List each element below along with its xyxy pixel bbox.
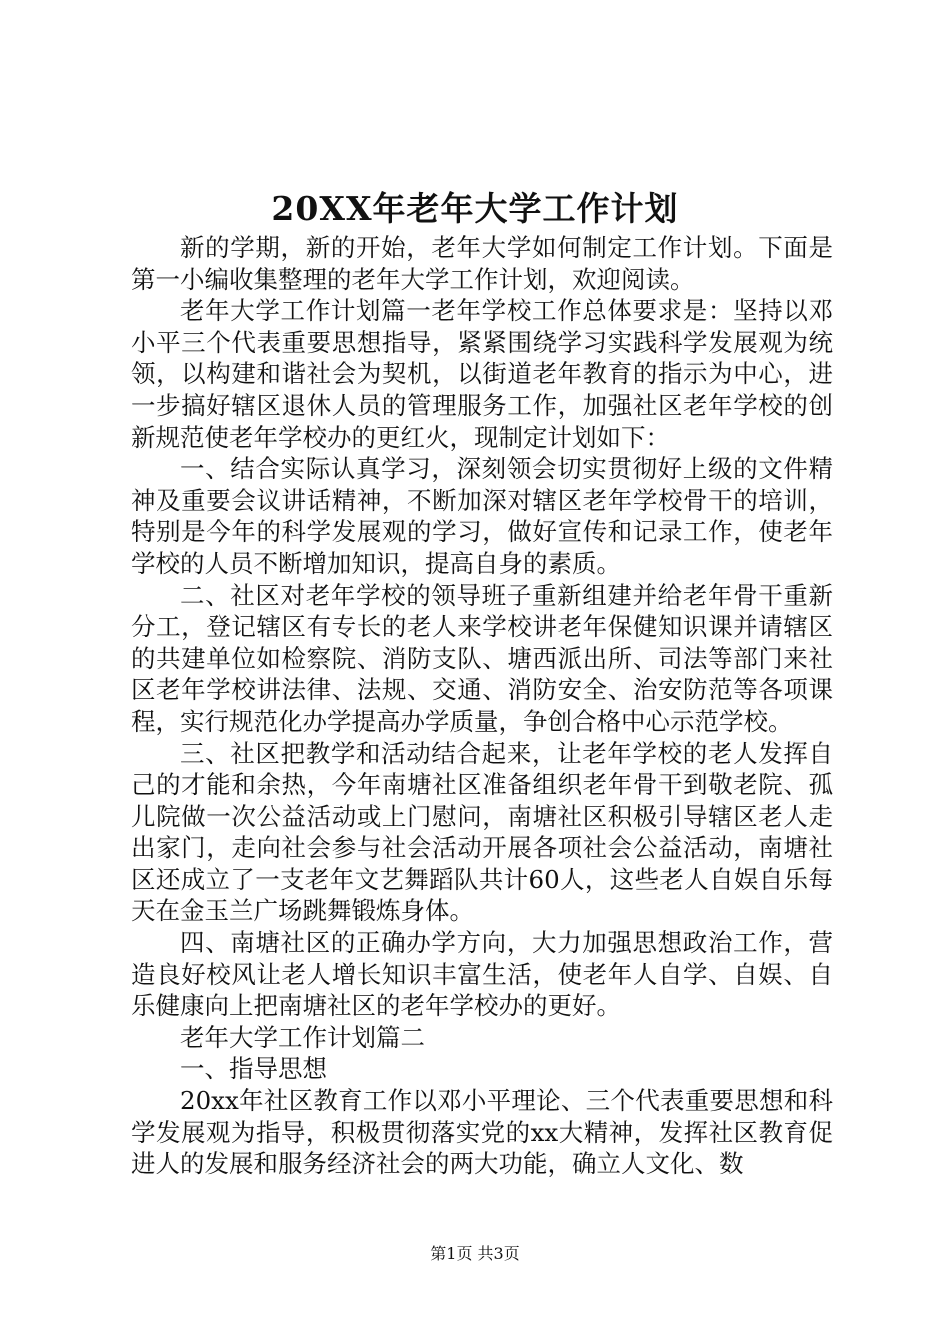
paragraph-intro: 新的学期，新的开始，老年大学如何制定工作计划。下面是第一小编收集整理的老年大学工作计划，欢迎阅读。 [131,233,833,294]
page-footer: 第1页 共3页 [430,1244,520,1263]
paragraph-item-three: 三、社区把教学和活动结合起来，让老年学校的老人发挥自己的才能和余热，今年南塘社区准备组织老年骨干到敬老院、孤儿院做一次公益活动或上门慰问，南塘社区积极引导辖区老人走出家门，走向社会参与社会活动开展各项社会公益活动，南塘社区还成立了一支老年文艺舞蹈队共计60人，这些老人自娱自乐每天在金玉兰广场跳舞锻炼身体。 [131,738,833,926]
paragraph-plan-one-overview: 老年大学工作计划篇一老年学校工作总体要求是：坚持以邓小平三个代表重要思想指导，紧紧围绕学习实践科学发展观为统领，以构建和谐社会为契机，以街道老年教育的指示为中心，进一步搞好辖区退休人员的管理服务工作，加强社区老年学校的创新规范使老年学校办的更红火，现制定计划如下： [131,296,833,452]
paragraph-item-two: 二、社区对老年学校的领导班子重新组建并给老年骨干重新分工，登记辖区有专长的老人来学校讲老年保健知识课并请辖区的共建单位如检察院、消防支队、塘西派出所、司法等部门来社区老年学校讲法律、法规、交通、消防安全、治安防范等各项课程，实行规范化办学提高办学质量，争创合格中心示范学校。 [131,580,833,736]
paragraph-item-four: 四、南塘社区的正确办学方向，大力加强思想政治工作，营造良好校风让老人增长知识丰富生活，使老年人自学、自娱、自乐健康向上把南塘社区的老年学校办的更好。 [131,928,833,1021]
paragraph-guiding-ideology: 20xx年社区教育工作以邓小平理论、三个代表重要思想和科学发展观为指导，积极贯彻落实党的xx大精神，发挥社区教育促进人的发展和服务经济社会的两大功能，确立人文化、数 [131,1086,833,1179]
section-heading-plan-two: 老年大学工作计划篇二 [180,1022,425,1052]
document-body [131,232,833,1180]
paragraph-item-one: 一、结合实际认真学习，深刻领会切实贯彻好上级的文件精神及重要会议讲话精神，不断加深对辖区老年学校骨干的培训，特别是今年的科学发展观的学习，做好宣传和记录工作，使老年学校的人员不断增加知识，提高自身的素质。 [131,454,833,578]
document-title: 20XX年老年大学工作计划 [271,189,679,228]
section-heading-guiding-ideology: 一、指导思想 [180,1054,327,1084]
